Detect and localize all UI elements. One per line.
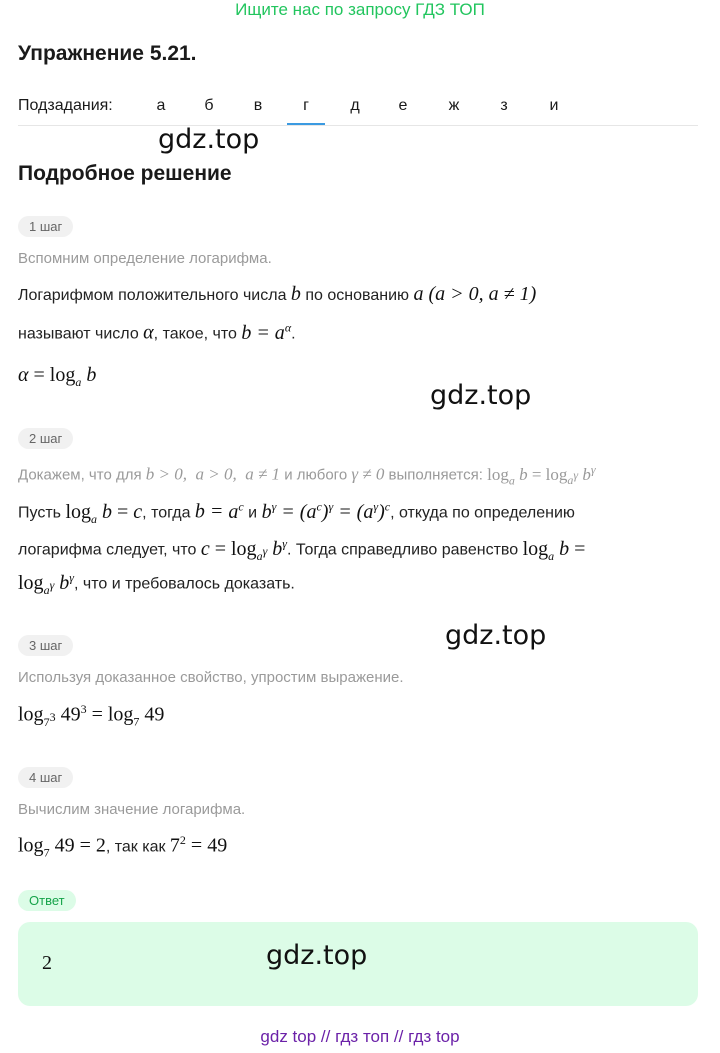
step-formula: $\alpha = \log_a b$	[18, 364, 97, 389]
step-hint: Вычислим значение логарифма.	[18, 801, 246, 818]
step-badge: 4 шаг	[18, 767, 73, 788]
step-badge: 2 шаг	[18, 428, 73, 449]
section-title: Подробное решение	[18, 162, 232, 185]
tab-i[interactable]: и	[549, 97, 559, 114]
search-banner: Ищите нас по запросу ГДЗ ТОП	[235, 0, 485, 19]
step-hint: Используя доказанное свойство, упростим выражение.	[18, 669, 404, 686]
tab-a[interactable]: а	[156, 97, 166, 114]
tab-zh[interactable]: ж	[448, 97, 460, 114]
step-text: называют число α, такое, что $b = a^\alpha$.	[18, 320, 296, 344]
step-hint: Докажем, что для b > 0, a > 0, a ≠ 1 и любого γ ≠ 0 выполняется: $\log_a b = \log_{a^\gamma} b^\gamma$	[18, 462, 596, 488]
answer-value: 2	[42, 952, 52, 974]
tab-b[interactable]: б	[204, 97, 214, 114]
watermark: gdz.top	[158, 124, 260, 155]
step-text: логарифма следует, что $c = \log_{a^\gamma} b^\gamma$. Тогда справедливо равенство $\log_a b$ =	[18, 536, 586, 563]
tab-z[interactable]: з	[500, 97, 508, 114]
step-hint: Вспомним определение логарифма.	[18, 250, 272, 267]
tab-d[interactable]: д	[350, 97, 360, 114]
step-formula: $\log_7 49 = 2$, так как $7^2 = 49$	[18, 833, 228, 860]
tab-e[interactable]: е	[398, 97, 408, 114]
tab-v[interactable]: в	[253, 97, 263, 114]
subtasks-bar	[18, 95, 698, 126]
step-text: Пусть $\log_a b = c$, тогда $b = a^c$ и $b^\gamma = (a^c)^\gamma = (a^\gamma)^c$, откуда по определению	[18, 499, 575, 526]
watermark: gdz.top	[445, 620, 547, 651]
step-badge: 3 шаг	[18, 635, 73, 656]
watermark: gdz.top	[266, 940, 368, 971]
subtasks-label: Подзадания:	[18, 97, 113, 114]
exercise-title: Упражнение 5.21.	[18, 42, 197, 65]
step-text: Логарифмом положительного числа b по основанию a (a > 0, a ≠ 1)	[18, 283, 537, 305]
step-formula: $\log_{7^3} 49^3 = \log_7 49$	[18, 702, 165, 729]
tab-g[interactable]: г	[287, 97, 325, 125]
answer-box	[18, 922, 698, 1006]
watermark: gdz.top	[430, 380, 532, 411]
step-badge: 1 шаг	[18, 216, 73, 237]
step-text: $\log_{a^\gamma} b^\gamma$, что и требовалось доказать.	[18, 570, 295, 597]
answer-badge: Ответ	[18, 890, 76, 911]
footer-links[interactable]: gdz top // гдз топ // гдз top	[260, 1027, 460, 1046]
